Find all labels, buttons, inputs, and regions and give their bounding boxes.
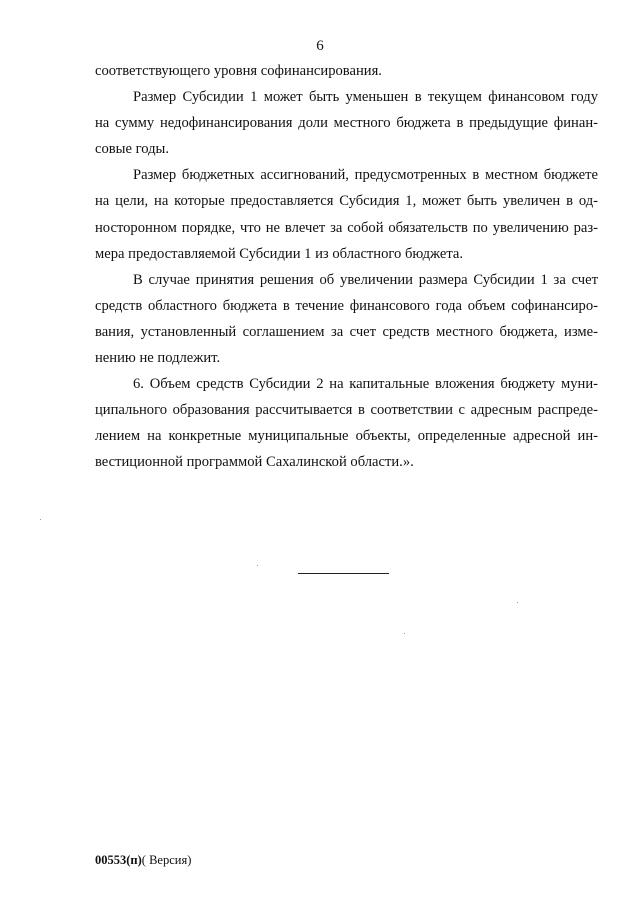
footer-version-label: ( Версия) — [141, 853, 192, 867]
closing-separator-line — [298, 573, 389, 574]
scan-speck — [257, 565, 258, 566]
text-line: Размер Субсидии 1 может быть уменьшен в текущем финансовом году — [133, 89, 598, 106]
text-line: ципального образования рассчитывается в соответствии с адресным распреде- — [95, 402, 598, 419]
scan-speck — [404, 633, 405, 634]
text-line: нению не подлежит. — [95, 350, 221, 367]
text-line: вания, установленный соглашением за счет средств местного бюджета, изме- — [95, 323, 598, 340]
text-line: на цели, на которые предоставляется Субсидия 1, может быть увеличен в од- — [95, 193, 598, 210]
text-line: совые годы. — [95, 141, 169, 158]
text-line: соответствующего уровня софинансирования. — [95, 63, 382, 79]
scan-speck — [40, 519, 41, 520]
text-line: мера предоставляемой Субсидии 1 из областного бюджета. — [95, 245, 464, 262]
text-line: В случае принятия решения об увеличении размера Субсидии 1 за счет — [133, 271, 598, 288]
text-line: на сумму недофинансирования доли местного бюджета в предыдущие финан- — [95, 115, 598, 132]
page-number: 6 — [316, 38, 324, 54]
text-line: 6. Объем средств Субсидии 2 на капитальные вложения бюджету муни- — [133, 376, 598, 393]
text-line: средств областного бюджета в течение финансового года объем софинансиро- — [95, 297, 598, 314]
footer-document-code — [95, 853, 191, 868]
footer-doc-number: 00553(п) — [95, 853, 142, 867]
document-body — [95, 58, 598, 476]
text-line: Размер бюджетных ассигнований, предусмотренных в местном бюджете — [133, 167, 598, 184]
text-line: лением на конкретные муниципальные объекты, определенные адресной ин- — [95, 428, 598, 445]
text-line: вестиционной программой Сахалинской области.». — [95, 454, 414, 471]
scan-speck — [517, 602, 518, 603]
text-line: носторонном порядке, что не влечет за собой обязательств по увеличению раз- — [95, 219, 598, 236]
